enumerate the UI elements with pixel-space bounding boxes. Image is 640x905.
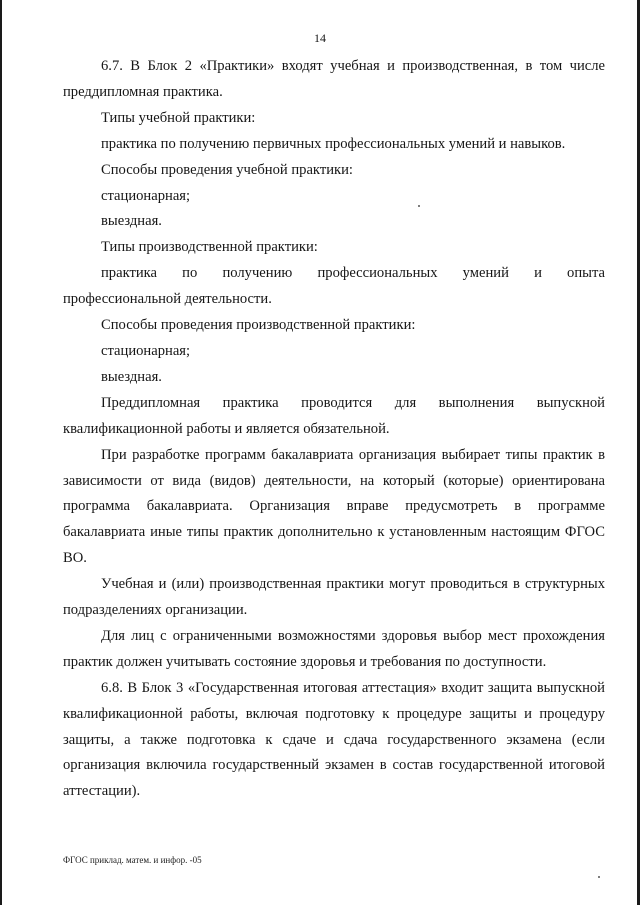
paragraph-program-development: При разработке программ бакалавриата организация выбирает типы практик в зависимости от вида (видов) деятельности, на который (которые) ориентирована программа бакалавриата. Организация вправе предусмотреть в программе бакалавриата иные типы практик дополнительно к установленным настоящим ФГОС ВО.	[63, 446, 605, 567]
page-edge-left	[0, 0, 2, 905]
paragraph-industrial-type-item-line2: профессиональной деятельности.	[63, 291, 272, 308]
paragraph-method-stationary-2: стационарная;	[101, 342, 191, 359]
paragraph-industrial-methods-heading: Способы проведения производственной практики:	[101, 317, 416, 334]
scan-speck	[598, 876, 600, 878]
paragraph-structural-units: Учебная и (или) производственная практики могут проводиться в структурных подразделениях организации.	[63, 576, 605, 619]
paragraph-industrial-type-item-line1: практика по получению профессиональных умений и опыта	[101, 265, 605, 282]
paragraph-6-8: 6.8. В Блок 3 «Государственная итоговая аттестация» входит защита выпускной квалификационной работы, включая подготовку к процедуре защиты и процедуру защиты, а также подготовка к сдаче и сдача государственного экзамена (если организация включила государственный экзамен в состав государственной итоговой аттестации).	[63, 679, 605, 800]
paragraph-prediploma-line1: Преддипломная практика проводится для выполнения выпускной	[101, 394, 605, 411]
paragraph-industrial-types-heading: Типы производственной практики:	[101, 239, 318, 256]
paragraph-training-methods-heading: Способы проведения учебной практики:	[101, 161, 353, 178]
paragraph-disabilities: Для лиц с ограниченными возможностями здоровья выбор мест прохождения практик должен учитывать состояние здоровья и требования по доступности.	[63, 627, 605, 670]
paragraph-method-stationary: стационарная;	[101, 187, 191, 204]
paragraph-6-7: 6.7. В Блок 2 «Практики» входят учебная и производственная, в том числе преддипломная практика.	[63, 58, 605, 100]
page-number: 14	[314, 31, 326, 45]
document-body	[63, 54, 605, 805]
footer-note: ФГОС приклад. матем. и инфор. -05	[63, 855, 202, 865]
paragraph-training-types-heading: Типы учебной практики:	[101, 109, 256, 126]
paragraph-method-field-2: выездная.	[101, 368, 162, 385]
paragraph-method-field: выездная.	[101, 213, 162, 230]
scan-speck	[418, 205, 420, 207]
paragraph-prediploma-line2: квалификационной работы и является обязательной.	[63, 420, 390, 437]
paragraph-training-type-item: практика по получению первичных профессиональных умений и навыков.	[101, 135, 566, 152]
